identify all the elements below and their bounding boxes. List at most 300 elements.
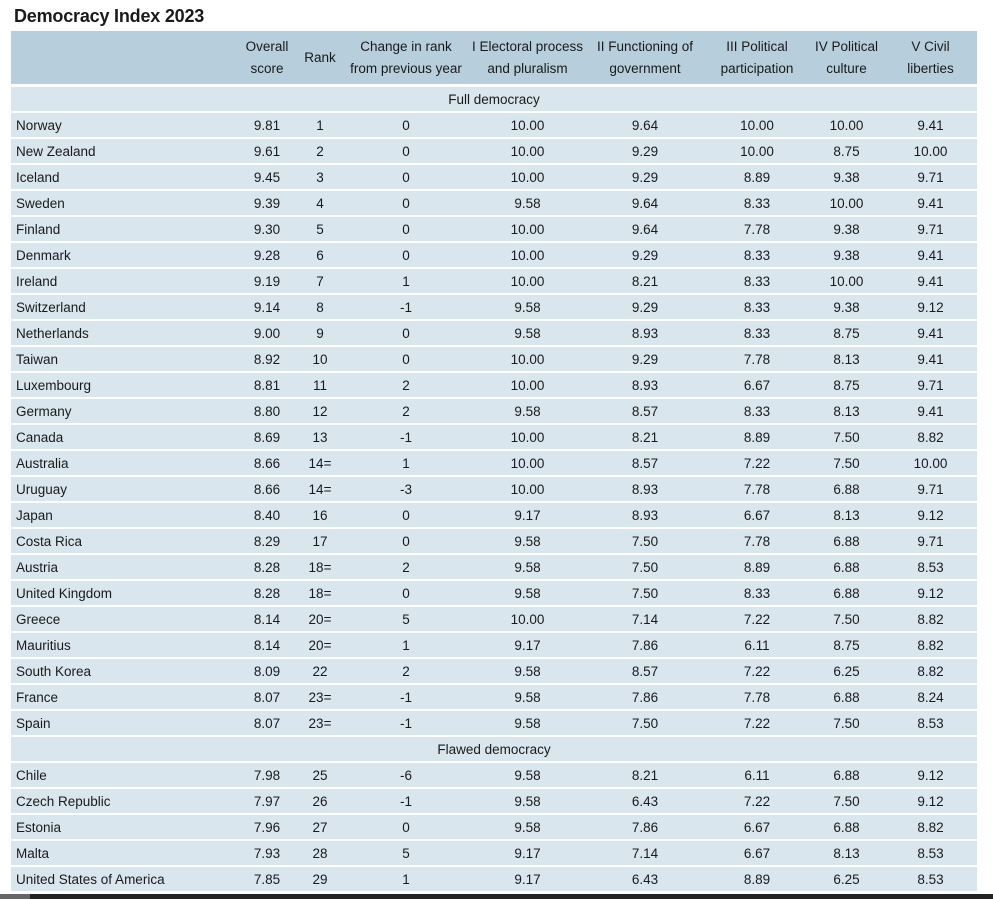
country-cell: United States of America — [11, 866, 236, 892]
value-cell: 9.71 — [884, 476, 977, 502]
value-cell: 26 — [298, 788, 342, 814]
value-cell: 10.00 — [705, 112, 809, 138]
country-cell: Luxembourg — [11, 372, 236, 398]
value-cell: 29 — [298, 866, 342, 892]
value-cell: 7.78 — [705, 476, 809, 502]
table-row — [11, 866, 977, 892]
value-cell: 7.50 — [585, 554, 705, 580]
value-cell: 18= — [298, 580, 342, 606]
country-cell: Taiwan — [11, 346, 236, 372]
value-cell: 8.57 — [585, 398, 705, 424]
country-cell: Chile — [11, 762, 236, 788]
value-cell: 6.88 — [809, 476, 884, 502]
value-cell: 23= — [298, 684, 342, 710]
value-cell: 8.09 — [236, 658, 298, 684]
value-cell: 2 — [342, 372, 470, 398]
value-cell: 7.78 — [705, 684, 809, 710]
value-cell: 7.85 — [236, 866, 298, 892]
value-cell: 8.89 — [705, 424, 809, 450]
value-cell: 8.82 — [884, 658, 977, 684]
country-cell: Greece — [11, 606, 236, 632]
value-cell: 7.50 — [809, 450, 884, 476]
value-cell: 10.00 — [470, 476, 585, 502]
value-cell: 8.81 — [236, 372, 298, 398]
value-cell: 7.22 — [705, 788, 809, 814]
value-cell: 9.17 — [470, 632, 585, 658]
value-cell: 10.00 — [470, 112, 585, 138]
table-header-row — [11, 31, 977, 86]
value-cell: 9.71 — [884, 372, 977, 398]
value-cell: 8.75 — [809, 320, 884, 346]
country-cell: Ireland — [11, 268, 236, 294]
table-row — [11, 606, 977, 632]
value-cell: 8.07 — [236, 710, 298, 736]
value-cell: 8.93 — [585, 320, 705, 346]
value-cell: 0 — [342, 528, 470, 554]
value-cell: 8.82 — [884, 424, 977, 450]
value-cell: 8 — [298, 294, 342, 320]
value-cell: 8.33 — [705, 294, 809, 320]
table-row — [11, 372, 977, 398]
value-cell: 9.71 — [884, 528, 977, 554]
value-cell: 8.93 — [585, 476, 705, 502]
value-cell: 8.92 — [236, 346, 298, 372]
table-row — [11, 502, 977, 528]
value-cell: 6 — [298, 242, 342, 268]
header-change-in-rank: Change in rank from previous year — [342, 31, 470, 86]
value-cell: 8.57 — [585, 658, 705, 684]
value-cell: 0 — [342, 814, 470, 840]
value-cell: 9.58 — [470, 528, 585, 554]
value-cell: 9.58 — [470, 398, 585, 424]
value-cell: 8.21 — [585, 762, 705, 788]
value-cell: 7.22 — [705, 450, 809, 476]
value-cell: 3 — [298, 164, 342, 190]
value-cell: 9.38 — [809, 216, 884, 242]
value-cell: 9.12 — [884, 788, 977, 814]
country-cell: Iceland — [11, 164, 236, 190]
country-cell: France — [11, 684, 236, 710]
value-cell: 8.29 — [236, 528, 298, 554]
value-cell: 7.50 — [585, 528, 705, 554]
value-cell: 6.67 — [705, 372, 809, 398]
table-row — [11, 554, 977, 580]
country-cell: Japan — [11, 502, 236, 528]
value-cell: 6.43 — [585, 866, 705, 892]
value-cell: 6.67 — [705, 814, 809, 840]
page-title: Democracy Index 2023 — [14, 6, 205, 26]
value-cell: 10.00 — [809, 190, 884, 216]
header-country — [11, 31, 236, 86]
country-cell: Spain — [11, 710, 236, 736]
table-row — [11, 424, 977, 450]
country-cell: Mauritius — [11, 632, 236, 658]
value-cell: 8.89 — [705, 866, 809, 892]
value-cell: 11 — [298, 372, 342, 398]
value-cell: 8.69 — [236, 424, 298, 450]
table-row — [11, 710, 977, 736]
value-cell: 20= — [298, 632, 342, 658]
value-cell: 9.30 — [236, 216, 298, 242]
value-cell: 5 — [298, 216, 342, 242]
value-cell: 10.00 — [470, 346, 585, 372]
value-cell: 7.78 — [705, 216, 809, 242]
value-cell: 7.50 — [809, 710, 884, 736]
country-cell: Finland — [11, 216, 236, 242]
value-cell: 8.13 — [809, 398, 884, 424]
value-cell: 10.00 — [470, 450, 585, 476]
value-cell: 9.58 — [470, 554, 585, 580]
value-cell: 9.29 — [585, 164, 705, 190]
table-row — [11, 658, 977, 684]
header-political-participation: III Political participation — [705, 31, 809, 86]
value-cell: 2 — [298, 138, 342, 164]
table-row — [11, 138, 977, 164]
value-cell: 8.33 — [705, 242, 809, 268]
value-cell: 9.38 — [809, 164, 884, 190]
value-cell: 14= — [298, 450, 342, 476]
value-cell: 0 — [342, 138, 470, 164]
value-cell: 9.58 — [470, 658, 585, 684]
country-cell: Uruguay — [11, 476, 236, 502]
value-cell: 8.40 — [236, 502, 298, 528]
value-cell: -6 — [342, 762, 470, 788]
value-cell: 9.58 — [470, 190, 585, 216]
value-cell: 10.00 — [809, 268, 884, 294]
value-cell: 8.33 — [705, 320, 809, 346]
value-cell: 20= — [298, 606, 342, 632]
table-row — [11, 476, 977, 502]
value-cell: 10.00 — [809, 112, 884, 138]
value-cell: 9.17 — [470, 866, 585, 892]
value-cell: 9.17 — [470, 840, 585, 866]
country-cell: Germany — [11, 398, 236, 424]
value-cell: 7 — [298, 268, 342, 294]
value-cell: 8.33 — [705, 580, 809, 606]
value-cell: 7.50 — [809, 788, 884, 814]
value-cell: 10.00 — [470, 164, 585, 190]
value-cell: 10.00 — [470, 216, 585, 242]
country-cell: Canada — [11, 424, 236, 450]
value-cell: 6.67 — [705, 840, 809, 866]
value-cell: 9.00 — [236, 320, 298, 346]
value-cell: 22 — [298, 658, 342, 684]
value-cell: 10.00 — [470, 424, 585, 450]
value-cell: 9.45 — [236, 164, 298, 190]
value-cell: 13 — [298, 424, 342, 450]
value-cell: 9 — [298, 320, 342, 346]
table-row — [11, 294, 977, 320]
value-cell: 9.58 — [470, 684, 585, 710]
value-cell: 9.12 — [884, 294, 977, 320]
value-cell: 7.14 — [585, 606, 705, 632]
value-cell: 6.43 — [585, 788, 705, 814]
value-cell: 7.50 — [809, 606, 884, 632]
value-cell: 9.38 — [809, 242, 884, 268]
value-cell: 9.29 — [585, 294, 705, 320]
country-cell: Switzerland — [11, 294, 236, 320]
value-cell: 8.07 — [236, 684, 298, 710]
value-cell: 8.75 — [809, 632, 884, 658]
value-cell: 9.41 — [884, 242, 977, 268]
table-row — [11, 268, 977, 294]
country-cell: Czech Republic — [11, 788, 236, 814]
value-cell: 8.14 — [236, 606, 298, 632]
value-cell: 9.41 — [884, 268, 977, 294]
value-cell: 8.28 — [236, 580, 298, 606]
value-cell: 8.53 — [884, 866, 977, 892]
value-cell: 8.53 — [884, 554, 977, 580]
value-cell: 6.11 — [705, 632, 809, 658]
header-rank: Rank — [298, 31, 342, 86]
value-cell: 14= — [298, 476, 342, 502]
value-cell: 9.58 — [470, 788, 585, 814]
value-cell: -1 — [342, 424, 470, 450]
value-cell: -1 — [342, 294, 470, 320]
value-cell: 7.86 — [585, 814, 705, 840]
country-cell: Denmark — [11, 242, 236, 268]
value-cell: 2 — [342, 658, 470, 684]
value-cell: 8.21 — [585, 424, 705, 450]
value-cell: 0 — [342, 242, 470, 268]
section-label: Flawed democracy — [11, 736, 977, 762]
value-cell: 8.93 — [585, 372, 705, 398]
value-cell: 6.67 — [705, 502, 809, 528]
value-cell: 8.13 — [809, 502, 884, 528]
value-cell: 8.24 — [884, 684, 977, 710]
value-cell: 8.21 — [585, 268, 705, 294]
value-cell: 10.00 — [884, 138, 977, 164]
table-row — [11, 684, 977, 710]
value-cell: 7.22 — [705, 658, 809, 684]
value-cell: 9.64 — [585, 112, 705, 138]
country-cell: South Korea — [11, 658, 236, 684]
value-cell: 10.00 — [470, 138, 585, 164]
value-cell: 8.82 — [884, 606, 977, 632]
value-cell: 25 — [298, 762, 342, 788]
header-civil-liberties: V Civil liberties — [884, 31, 977, 86]
value-cell: 7.50 — [585, 580, 705, 606]
value-cell: 8.53 — [884, 710, 977, 736]
value-cell: 0 — [342, 190, 470, 216]
table-row — [11, 242, 977, 268]
value-cell: 7.50 — [809, 424, 884, 450]
value-cell: 9.41 — [884, 398, 977, 424]
value-cell: 0 — [342, 346, 470, 372]
value-cell: 8.82 — [884, 632, 977, 658]
value-cell: 27 — [298, 814, 342, 840]
table-row — [11, 320, 977, 346]
value-cell: 8.82 — [884, 814, 977, 840]
table-row — [11, 788, 977, 814]
table-row — [11, 450, 977, 476]
value-cell: 8.13 — [809, 346, 884, 372]
country-cell: Sweden — [11, 190, 236, 216]
value-cell: 9.17 — [470, 502, 585, 528]
value-cell: 8.33 — [705, 398, 809, 424]
value-cell: 16 — [298, 502, 342, 528]
value-cell: 7.22 — [705, 606, 809, 632]
value-cell: 9.58 — [470, 814, 585, 840]
democracy-table-container — [11, 31, 977, 893]
value-cell: 9.19 — [236, 268, 298, 294]
value-cell: 1 — [298, 112, 342, 138]
table-row — [11, 814, 977, 840]
value-cell: 5 — [342, 840, 470, 866]
country-cell: Netherlands — [11, 320, 236, 346]
value-cell: 12 — [298, 398, 342, 424]
value-cell: 6.88 — [809, 580, 884, 606]
value-cell: 8.28 — [236, 554, 298, 580]
value-cell: -3 — [342, 476, 470, 502]
country-cell: Estonia — [11, 814, 236, 840]
value-cell: 17 — [298, 528, 342, 554]
header-functioning-of-government: II Functioning of government — [585, 31, 705, 86]
value-cell: 8.66 — [236, 476, 298, 502]
value-cell: 9.64 — [585, 190, 705, 216]
country-cell: Austria — [11, 554, 236, 580]
value-cell: 8.33 — [705, 190, 809, 216]
value-cell: 8.93 — [585, 502, 705, 528]
value-cell: 28 — [298, 840, 342, 866]
country-cell: Malta — [11, 840, 236, 866]
bottom-edge-bar — [0, 894, 993, 899]
value-cell: 7.14 — [585, 840, 705, 866]
value-cell: 7.97 — [236, 788, 298, 814]
value-cell: 9.39 — [236, 190, 298, 216]
value-cell: 1 — [342, 450, 470, 476]
table-row — [11, 216, 977, 242]
header-electoral-process: I Electoral process and pluralism — [470, 31, 585, 86]
value-cell: 9.61 — [236, 138, 298, 164]
value-cell: 10 — [298, 346, 342, 372]
value-cell: 9.41 — [884, 112, 977, 138]
value-cell: 0 — [342, 164, 470, 190]
value-cell: 6.88 — [809, 814, 884, 840]
country-cell: New Zealand — [11, 138, 236, 164]
value-cell: 9.41 — [884, 320, 977, 346]
value-cell: 7.50 — [585, 710, 705, 736]
value-cell: 10.00 — [470, 372, 585, 398]
value-cell: 9.58 — [470, 762, 585, 788]
value-cell: 6.11 — [705, 762, 809, 788]
value-cell: 8.53 — [884, 840, 977, 866]
value-cell: 0 — [342, 580, 470, 606]
header-overall-score: Overall score — [236, 31, 298, 86]
table-row — [11, 346, 977, 372]
value-cell: 9.41 — [884, 190, 977, 216]
value-cell: 9.29 — [585, 242, 705, 268]
value-cell: 6.25 — [809, 658, 884, 684]
country-cell: Australia — [11, 450, 236, 476]
value-cell: 0 — [342, 502, 470, 528]
section-label: Full democracy — [11, 86, 977, 113]
value-cell: 1 — [342, 866, 470, 892]
value-cell: 6.88 — [809, 554, 884, 580]
value-cell: 7.22 — [705, 710, 809, 736]
democracy-index-table — [11, 31, 977, 893]
value-cell: 8.13 — [809, 840, 884, 866]
value-cell: 8.66 — [236, 450, 298, 476]
header-political-culture: IV Political culture — [809, 31, 884, 86]
value-cell: 9.58 — [470, 710, 585, 736]
value-cell: 0 — [342, 320, 470, 346]
value-cell: 5 — [342, 606, 470, 632]
value-cell: 7.86 — [585, 684, 705, 710]
value-cell: 8.89 — [705, 554, 809, 580]
value-cell: 18= — [298, 554, 342, 580]
value-cell: 6.25 — [809, 866, 884, 892]
value-cell: 9.28 — [236, 242, 298, 268]
table-row — [11, 190, 977, 216]
section-header-row — [11, 86, 977, 113]
table-row — [11, 112, 977, 138]
table-row — [11, 580, 977, 606]
value-cell: 7.78 — [705, 528, 809, 554]
value-cell: 10.00 — [705, 138, 809, 164]
table-row — [11, 528, 977, 554]
value-cell: 9.14 — [236, 294, 298, 320]
value-cell: 9.12 — [884, 762, 977, 788]
value-cell: -1 — [342, 788, 470, 814]
value-cell: 8.80 — [236, 398, 298, 424]
value-cell: 8.14 — [236, 632, 298, 658]
value-cell: 8.89 — [705, 164, 809, 190]
value-cell: -1 — [342, 710, 470, 736]
value-cell: 6.88 — [809, 528, 884, 554]
value-cell: 8.75 — [809, 138, 884, 164]
table-row — [11, 840, 977, 866]
country-cell: Costa Rica — [11, 528, 236, 554]
value-cell: 8.57 — [585, 450, 705, 476]
value-cell: 9.71 — [884, 164, 977, 190]
value-cell: 9.64 — [585, 216, 705, 242]
value-cell: 2 — [342, 554, 470, 580]
value-cell: 9.58 — [470, 320, 585, 346]
value-cell: 9.41 — [884, 346, 977, 372]
value-cell: 9.29 — [585, 346, 705, 372]
value-cell: 6.88 — [809, 684, 884, 710]
value-cell: 8.33 — [705, 268, 809, 294]
value-cell: 9.12 — [884, 502, 977, 528]
country-cell: United Kingdom — [11, 580, 236, 606]
value-cell: 9.58 — [470, 294, 585, 320]
table-row — [11, 164, 977, 190]
value-cell: 0 — [342, 216, 470, 242]
value-cell: 10.00 — [470, 268, 585, 294]
table-row — [11, 398, 977, 424]
country-cell: Norway — [11, 112, 236, 138]
value-cell: 9.12 — [884, 580, 977, 606]
value-cell: 7.78 — [705, 346, 809, 372]
value-cell: 4 — [298, 190, 342, 216]
value-cell: 9.38 — [809, 294, 884, 320]
value-cell: 9.29 — [585, 138, 705, 164]
value-cell: 10.00 — [470, 242, 585, 268]
value-cell: 10.00 — [884, 450, 977, 476]
value-cell: 1 — [342, 268, 470, 294]
table-row — [11, 632, 977, 658]
value-cell: 8.75 — [809, 372, 884, 398]
value-cell: 7.93 — [236, 840, 298, 866]
value-cell: 9.71 — [884, 216, 977, 242]
value-cell: 9.81 — [236, 112, 298, 138]
value-cell: 7.86 — [585, 632, 705, 658]
value-cell: 1 — [342, 632, 470, 658]
value-cell: 2 — [342, 398, 470, 424]
value-cell: 7.96 — [236, 814, 298, 840]
value-cell: 0 — [342, 112, 470, 138]
